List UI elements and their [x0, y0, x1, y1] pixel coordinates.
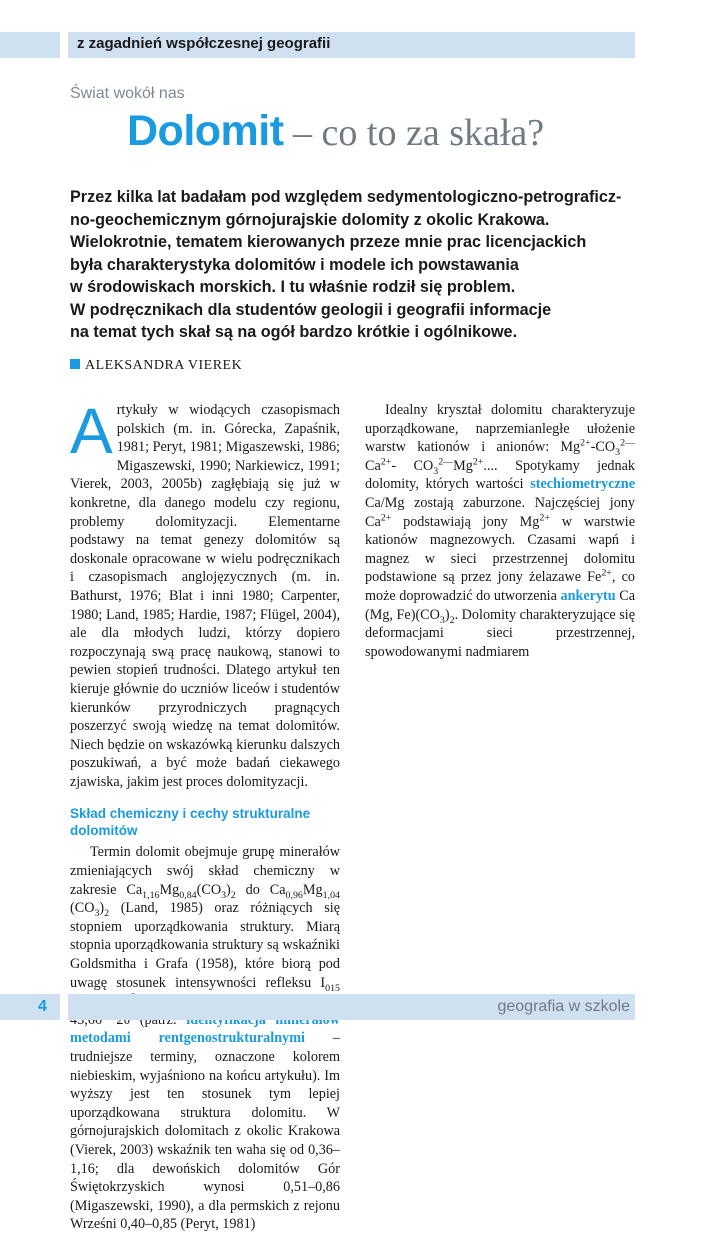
lead-line: W podręcznikach dla studentów geologii i geografii informacje [70, 300, 552, 319]
header-divider [60, 32, 68, 58]
glossary-term: stechiometryczne [530, 476, 635, 493]
lead-line: na temat tych skał są na ogół bardzo krótkie i ogólnikowe. [70, 323, 518, 341]
section-label: z zagadnień współczesnej geografii [77, 35, 331, 52]
author-byline [70, 358, 242, 374]
lead-line: no-geochemicznym górnojurajskie dolomity z okolic Krakowa. [70, 210, 550, 229]
magazine-name: geografia w szkole [497, 998, 630, 1015]
lead-line: Wielokrotnie, tematem kierowanych przeze mnie prac licencjackich [70, 233, 587, 251]
lead-line: w środowiskach morskich. I tu właśnie rodził się problem. [70, 278, 516, 296]
glossary-term: ankerytu [560, 587, 616, 604]
author-name: ALEKSANDRA VIEREK [85, 358, 243, 373]
intro-paragraph: Artykuły w wiodących czasopismach polskich (m. in. Górecka, Zapaśnik, 1981; Peryt, 1981; Migaszewski, 1986; Migaszewski, 1990; Narkiewicz, 1991; Vierek, 2003, 2005b) zagłębiają się już w konkretne, dla danego modelu czy regionu, problemy dolomityzacji. Elementarne podstawy na temat genezy dolomitów są doskonale opracowane w wielu podręcznikach i czasopismach anglojęzycznych (m. in. Bathurst, 1976; Blat i inni 1980; Carpenter, 1980; Land, 1985; Hardie, 1987; Flügel, 2004), ale dla młodych ludzi, którzy dopiero rozpoczynają swą pracę naukową, stanowi to pewien stopień trudności. Dlatego artykuł ten kieruje głównie do uczniów liceów i studentów kierunków przyrodniczych pragnących poszerzyć swoją wiedzę na temat dolomitów. Niech będzie on wskazówką kierunku dalszych poszukiwań, a być może badań ciekawego zjawiska, jakim jest proces dolomityzacji. [70, 395, 340, 790]
column-left [70, 395, 340, 1234]
lead-line: Przez kilka lat badałam pod względem sedymentologiczno-petrograficz- [70, 188, 622, 206]
page-number: 4 [38, 998, 47, 1015]
column-right [365, 401, 635, 661]
article-title [127, 107, 544, 156]
drop-cap: A [70, 395, 113, 467]
lead-paragraph [70, 186, 650, 344]
page-number-box [0, 994, 60, 1020]
title-main: Dolomit [127, 107, 284, 155]
lead-line: była charakterystyka dolomitów i modele ich powstawania [70, 255, 519, 274]
body-paragraph: Termin dolomit obejmuje grupę minerałów zmieniających swój skład chemiczny w zakresie $Ca_{1,16}Mg_{0,84}(CO_3)_2$ do $Ca_{0,96}Mg_{1,04}$ $(CO_3)_2$ (Land, 1985) oraz różniących się stopniem uporządkowania struktury. Miarą stopnia uporządkowania struktury są wskaźniki Goldsmitha i Grafa (1958), które biorą pod uwagę stosunek intensywności refleksu $I_{015}$ metodami rentgenostrukturalnymi – trudniejsze terminy, oznaczone kolorem niebieskim, wyjaśniono na końcu artykułu). Im wyższy jest ten stosunek tym lepiej uporządkowana struktura dolomitu. W górnojurajskich dolomitach z okolic Krakowa (Vierek, 2003) wskaźnik ten waha się od 0,36–1,16; dla dewońskich dolomitów Gór Świętokrzyskich wynosi 0,51–0,86 (Migaszewski, 1990), a dla permskich z rejonu Wrześni 0,40–0,85 (Peryt, 1981) [70, 844, 340, 1233]
section-subheading: Skład chemiczny i cechy strukturalne dolomitów [70, 806, 311, 839]
square-bullet-icon [70, 359, 80, 369]
title-rest: – co to za skała? [283, 112, 545, 154]
glossary-term: metodami rentgenostrukturalnymi [70, 1030, 305, 1047]
article-kicker: Świat wokół nas [70, 85, 185, 102]
body-paragraph: Idealny kryształ dolomitu charakteryzuje uporządkowane, naprzemianległe ułożenie warstw kationów i anionów: $Mg^{2+}-CO_3^{2—}Ca^{2+}-$ $CO_3^{2—}Mg^{2+}$.... Spotykamy jednak dolomity, których wartości stechiometryczne Ca/Mg zostają zaburzone. Najczęściej jony $Ca^{2+}$ podstawiają jony $Mg^{2+}$ w warstwie kationów magnezowych. Czasami wapń i magnez w sieci przestrzennej dolomitu podstawione są przez jony żelazawe $Fe^{2+}$, co może doprowadzić do utworzenia ankerytu Ca (Mg, $Fe)(CO_3)_2$. Dolomity charakteryzujące się deformacjami sieci przestrzennej, spowodowanymi nadmiarem [365, 402, 636, 660]
